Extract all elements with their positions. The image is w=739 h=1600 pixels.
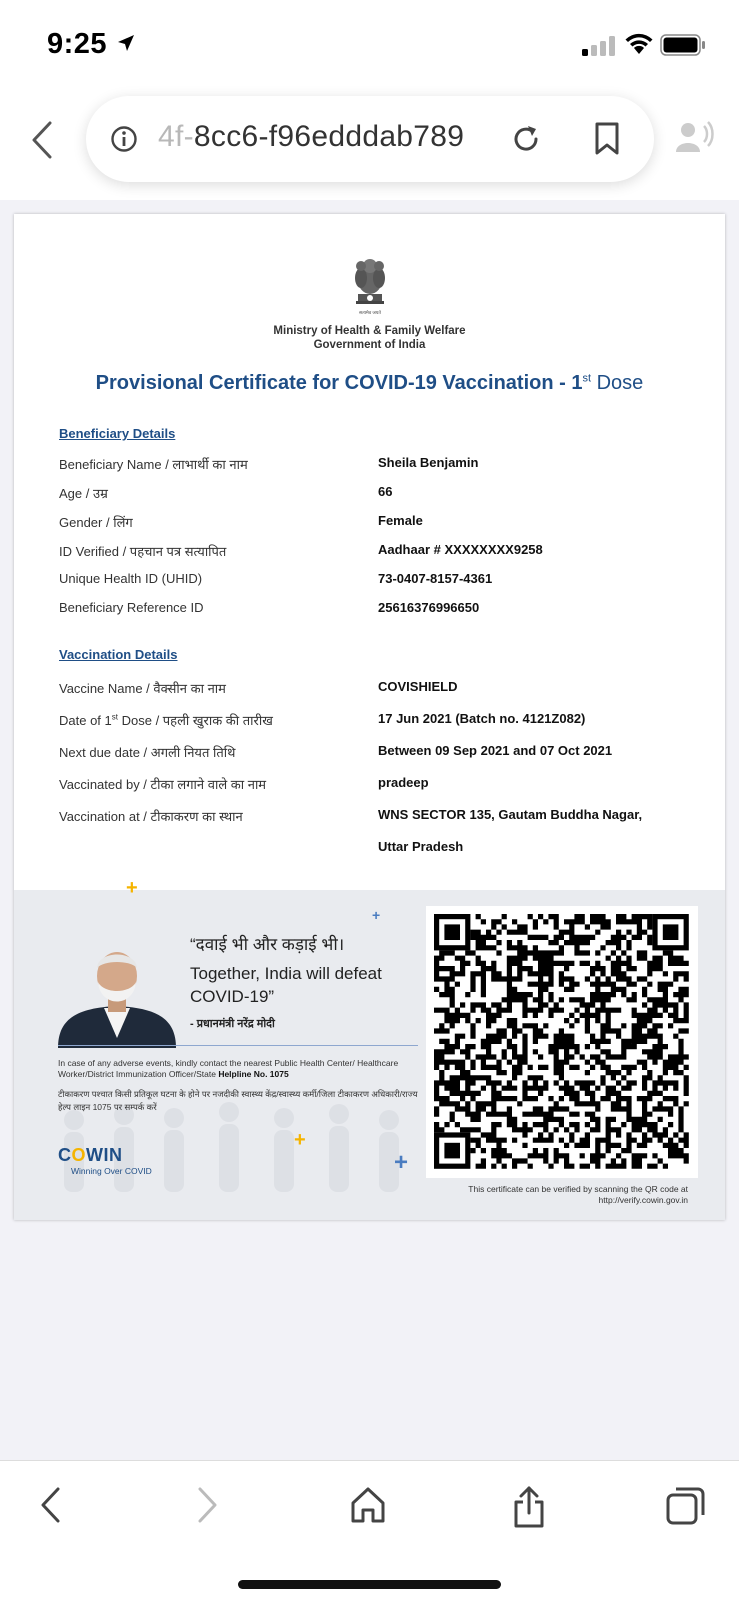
status-time: 9:25	[47, 28, 108, 60]
detail-label: ID Verified / पहचान पत्र सत्यापित	[59, 544, 227, 559]
detail-label: Age / उम्र	[59, 486, 108, 501]
detail-row	[59, 571, 699, 591]
home-icon[interactable]	[350, 1485, 386, 1525]
qr-caption	[426, 1184, 688, 1206]
share-icon[interactable]	[512, 1485, 546, 1529]
detail-value-continued: Uttar Pradesh	[378, 839, 464, 854]
beneficiary-details-heading: Beneficiary Details	[59, 426, 176, 441]
quote-english: Together, India will defeat COVID-19”	[190, 964, 382, 1006]
url-field[interactable]	[86, 96, 654, 182]
decorative-plus-icon: +	[394, 1149, 409, 1176]
government-name: Government of India	[313, 339, 426, 351]
bookmark-icon[interactable]	[594, 122, 620, 156]
detail-value: Between 09 Sep 2021 and 07 Oct 2021	[378, 743, 613, 758]
detail-label: Vaccine Name / वैक्सीन का नाम	[59, 681, 226, 696]
battery-icon	[660, 34, 706, 56]
quote-hindi: “दवाई भी और कड़ाई भी।	[190, 935, 345, 954]
ministry-header	[14, 324, 725, 352]
qr-caption-line2: http://verify.cowin.gov.in	[598, 1195, 688, 1205]
detail-label: Vaccination at / टीकाकरण का स्थान	[59, 809, 243, 824]
detail-row	[59, 455, 699, 475]
helpline-text: Helpline No. 1075	[218, 1069, 289, 1079]
detail-value: 17 Jun 2021 (Batch no. 4121Z082)	[378, 711, 586, 726]
back-chevron-icon[interactable]	[30, 120, 54, 160]
detail-value: Aadhaar # XXXXXXXX9258	[378, 542, 543, 557]
decorative-plus-icon: +	[372, 907, 381, 923]
detail-value: Female	[378, 513, 423, 528]
cowin-logo-o: O	[71, 1145, 87, 1165]
detail-row	[59, 775, 699, 795]
detail-label: Beneficiary Name / लाभार्थी का नाम	[59, 457, 248, 472]
verification-qr-code	[426, 906, 698, 1178]
status-bar	[0, 0, 739, 90]
home-indicator[interactable]	[238, 1580, 501, 1589]
forward-icon[interactable]	[196, 1485, 220, 1525]
certificate-footer-panel	[14, 877, 725, 1220]
emblem-motto: सत्यमेव जयते	[359, 310, 381, 315]
detail-row	[59, 743, 699, 763]
browser-toolbar	[0, 1460, 739, 1600]
divider	[58, 1045, 418, 1046]
detail-value: pradeep	[378, 775, 429, 790]
cowin-logo	[58, 1145, 123, 1166]
detail-label	[59, 711, 273, 729]
detail-row	[59, 807, 699, 827]
cowin-logo-rest: WIN	[86, 1145, 123, 1165]
tabs-icon[interactable]	[666, 1485, 706, 1525]
certificate-title-sup: st	[582, 372, 592, 385]
detail-label-post: Dose / पहली खुराक की तारीख	[118, 713, 273, 728]
decorative-plus-icon: +	[294, 1129, 306, 1151]
certificate-title	[14, 372, 725, 395]
detail-value: Sheila Benjamin	[378, 455, 479, 470]
listen-reader-icon[interactable]	[674, 120, 714, 154]
national-emblem-icon	[350, 254, 390, 316]
detail-value: 66	[378, 484, 393, 499]
detail-label: Gender / लिंग	[59, 515, 133, 530]
certificate-title-dose: Dose	[596, 372, 644, 394]
detail-row	[59, 600, 699, 620]
detail-row	[59, 679, 699, 699]
browser-address-bar	[0, 90, 739, 200]
vaccination-certificate	[14, 214, 725, 1220]
reload-icon[interactable]	[510, 123, 542, 155]
detail-value: 73-0407-8157-4361	[378, 571, 493, 586]
certificate-title-main: Provisional Certificate for COVID-19 Vaccination - 1	[95, 372, 583, 394]
detail-row	[59, 839, 699, 859]
detail-label: Beneficiary Reference ID	[59, 600, 204, 615]
url-text-main: 8cc6-f96edddab789	[193, 120, 465, 153]
pm-portrait-image	[58, 938, 176, 1048]
qr-caption-line1: This certificate can be verified by scanning the QR code at	[468, 1184, 688, 1194]
cowin-tagline: Winning Over COVID	[71, 1166, 152, 1176]
info-icon[interactable]	[110, 125, 138, 153]
detail-row	[59, 513, 699, 533]
qr-code-icon	[426, 906, 698, 1178]
detail-label: Next due date / अगली नियत तिथि	[59, 745, 236, 760]
detail-value: 25616376996650	[378, 600, 480, 615]
wifi-icon	[624, 33, 654, 55]
ministry-name: Ministry of Health & Family Welfare	[273, 325, 466, 337]
detail-row	[59, 484, 699, 504]
detail-label-pre: Date of 1	[59, 713, 112, 728]
cowin-logo-c: C	[58, 1145, 72, 1165]
note-en-text: In case of any adverse events, kindly contact the nearest Public Health Center/ Healthcare Worker/District Immunization Officer/State	[58, 1058, 399, 1079]
location-arrow-icon	[116, 33, 136, 53]
decorative-plus-icon: +	[126, 877, 138, 899]
cellular-signal-icon	[582, 36, 616, 56]
adverse-events-note-hi: टीकाकरण पश्चात किसी प्रतिकूल घटना के होने पर नजदीकी स्वास्थ्य केंद्र/स्वास्थ्य कर्मी/जिला टीकाकरण अधिकारी/राज्य हेल्प लाइन 1075 पर सम्पर्क करें	[58, 1089, 418, 1112]
url-text-faded: 4f-	[158, 120, 194, 153]
detail-value: COVISHIELD	[378, 679, 458, 694]
detail-row	[59, 542, 699, 562]
detail-label: Vaccinated by / टीका लगाने वाले का नाम	[59, 777, 267, 792]
detail-label: Unique Health ID (UHID)	[59, 571, 203, 586]
detail-value: WNS SECTOR 135, Gautam Buddha Nagar,	[378, 807, 643, 822]
url-text[interactable]	[158, 120, 488, 154]
adverse-events-note-en	[58, 1058, 418, 1080]
quote-attribution: - प्रधानमंत्री नरेंद्र मोदी	[190, 1018, 275, 1030]
back-icon[interactable]	[38, 1485, 62, 1525]
detail-row	[59, 711, 699, 731]
detail-label-sup: st	[111, 712, 118, 722]
vaccination-details-heading: Vaccination Details	[59, 647, 178, 662]
